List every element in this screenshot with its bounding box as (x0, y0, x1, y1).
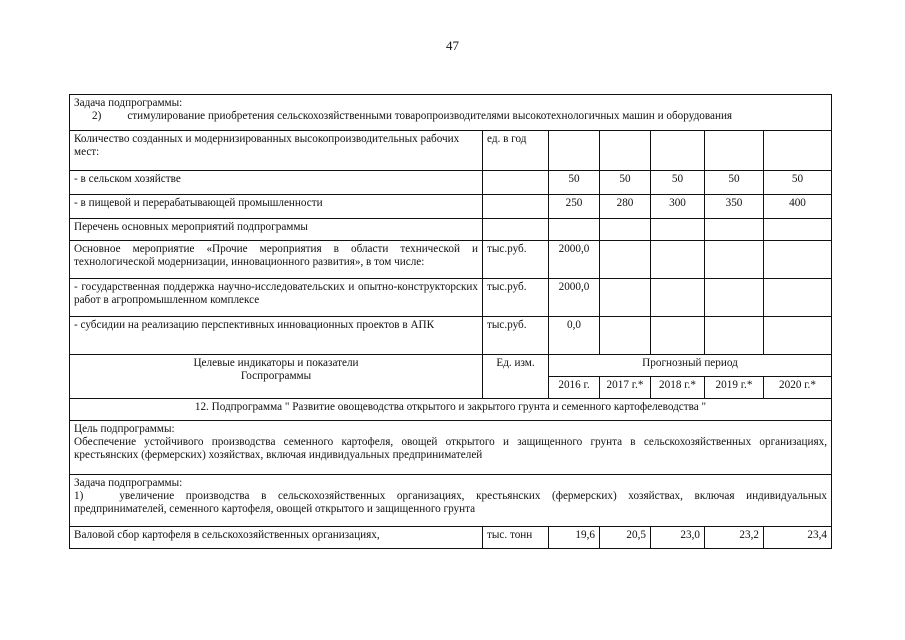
value-cell (600, 279, 651, 317)
table-row (70, 317, 832, 355)
value-cell (764, 279, 832, 317)
table-header-row (70, 355, 832, 377)
value-cell (549, 131, 600, 171)
goal-label: Цель подпрограммы: (74, 423, 175, 435)
row-label: Количество созданных и модернизированных высокопроизводительных рабочих мест: (70, 131, 483, 171)
value-cell (764, 219, 832, 241)
task-cell (70, 475, 832, 527)
task-text: увеличение производства в сельскохозяйственных организациях, крестьянских (фермерских) хозяйствах, включая индивидуальных предпринимателей, семенного картофеля, овощей открытого и защищенного грунта (74, 490, 827, 515)
table-row (70, 219, 832, 241)
value-cell: 250 (549, 195, 600, 219)
forecast-header: Прогнозный период (549, 355, 832, 377)
indicators-table (69, 94, 832, 549)
row-label: - государственная поддержка научно-исследовательских и опытно-конструкторских работ в агропромышленном комплексе (70, 279, 483, 317)
value-cell: 19,6 (549, 527, 600, 549)
value-cell (600, 241, 651, 279)
unit-header: Ед. изм. (483, 355, 549, 399)
task-text: стимулирование приобретения сельскохозяйственными товаропроизводителями высокотехнологичных машин и оборудования (127, 110, 733, 122)
value-cell (705, 241, 764, 279)
value-cell: 300 (651, 195, 705, 219)
table-row (70, 527, 832, 549)
task-row (70, 95, 832, 131)
row-unit: ед. в год (483, 131, 549, 171)
task-label: Задача подпрограммы: (74, 97, 183, 109)
task-number: 1) (74, 490, 84, 502)
row-label: Валовой сбор картофеля в сельскохозяйственных организациях, (70, 527, 483, 549)
value-cell: 50 (705, 171, 764, 195)
row-label: - в сельском хозяйстве (70, 171, 483, 195)
value-cell (600, 219, 651, 241)
value-cell (705, 219, 764, 241)
goal-row (70, 421, 832, 475)
value-cell: 50 (600, 171, 651, 195)
task-row (70, 475, 832, 527)
value-cell: 23,0 (651, 527, 705, 549)
task-label: Задача подпрограммы: (74, 477, 183, 489)
value-cell (549, 219, 600, 241)
value-cell: 400 (764, 195, 832, 219)
year-header: 2016 г. (549, 377, 600, 399)
value-cell: 50 (651, 171, 705, 195)
value-cell: 2000,0 (549, 241, 600, 279)
value-cell: 350 (705, 195, 764, 219)
year-header: 2018 г.* (651, 377, 705, 399)
row-label: - субсидии на реализацию перспективных инновационных проектов в АПК (70, 317, 483, 355)
row-label: Основное мероприятие «Прочие мероприятия в области технической и технологической модернизации, инновационного развития», в том числе: (70, 241, 483, 279)
value-cell (651, 317, 705, 355)
goal-cell (70, 421, 832, 475)
value-cell (600, 131, 651, 171)
value-cell (764, 131, 832, 171)
table-row (70, 131, 832, 171)
table-row (70, 241, 832, 279)
value-cell (600, 317, 651, 355)
year-header: 2020 г.* (764, 377, 832, 399)
page-number: 47 (446, 38, 459, 53)
row-unit (483, 171, 549, 195)
value-cell (705, 317, 764, 355)
value-cell: 0,0 (549, 317, 600, 355)
value-cell (651, 241, 705, 279)
row-unit (483, 195, 549, 219)
table-row (70, 171, 832, 195)
value-cell (651, 131, 705, 171)
value-cell: 2000,0 (549, 279, 600, 317)
value-cell (705, 279, 764, 317)
year-header: 2017 г.* (600, 377, 651, 399)
row-unit: тыс. тонн (483, 527, 549, 549)
value-cell (764, 241, 832, 279)
subprogram-title: 12. Подпрограмма " Развитие овощеводства открытого и закрытого грунта и семенного картофелеводства " (70, 399, 832, 421)
value-cell: 50 (549, 171, 600, 195)
table-row (70, 195, 832, 219)
value-cell (651, 219, 705, 241)
value-cell: 280 (600, 195, 651, 219)
indicators-header: Целевые индикаторы и показатели Госпрограммы (70, 355, 483, 399)
value-cell: 23,4 (764, 527, 832, 549)
table-row (70, 279, 832, 317)
row-unit: тыс.руб. (483, 241, 549, 279)
row-label: Перечень основных мероприятий подпрограммы (70, 219, 483, 241)
value-cell (764, 317, 832, 355)
value-cell: 23,2 (705, 527, 764, 549)
value-cell (651, 279, 705, 317)
goal-text: Обеспечение устойчивого производства семенного картофеля, овощей открытого и защищенного грунта в сельскохозяйственных организациях, крестьянских (фермерских) хозяйствах, включая индивидуальных предпринимателей (74, 436, 827, 461)
row-unit: тыс.руб. (483, 317, 549, 355)
value-cell (705, 131, 764, 171)
task-cell (70, 95, 832, 131)
row-unit (483, 219, 549, 241)
task-number: 2) (92, 110, 102, 122)
value-cell: 20,5 (600, 527, 651, 549)
year-header: 2019 г.* (705, 377, 764, 399)
row-label: - в пищевой и перерабатывающей промышленности (70, 195, 483, 219)
value-cell: 50 (764, 171, 832, 195)
subprogram-title-row (70, 399, 832, 421)
row-unit: тыс.руб. (483, 279, 549, 317)
